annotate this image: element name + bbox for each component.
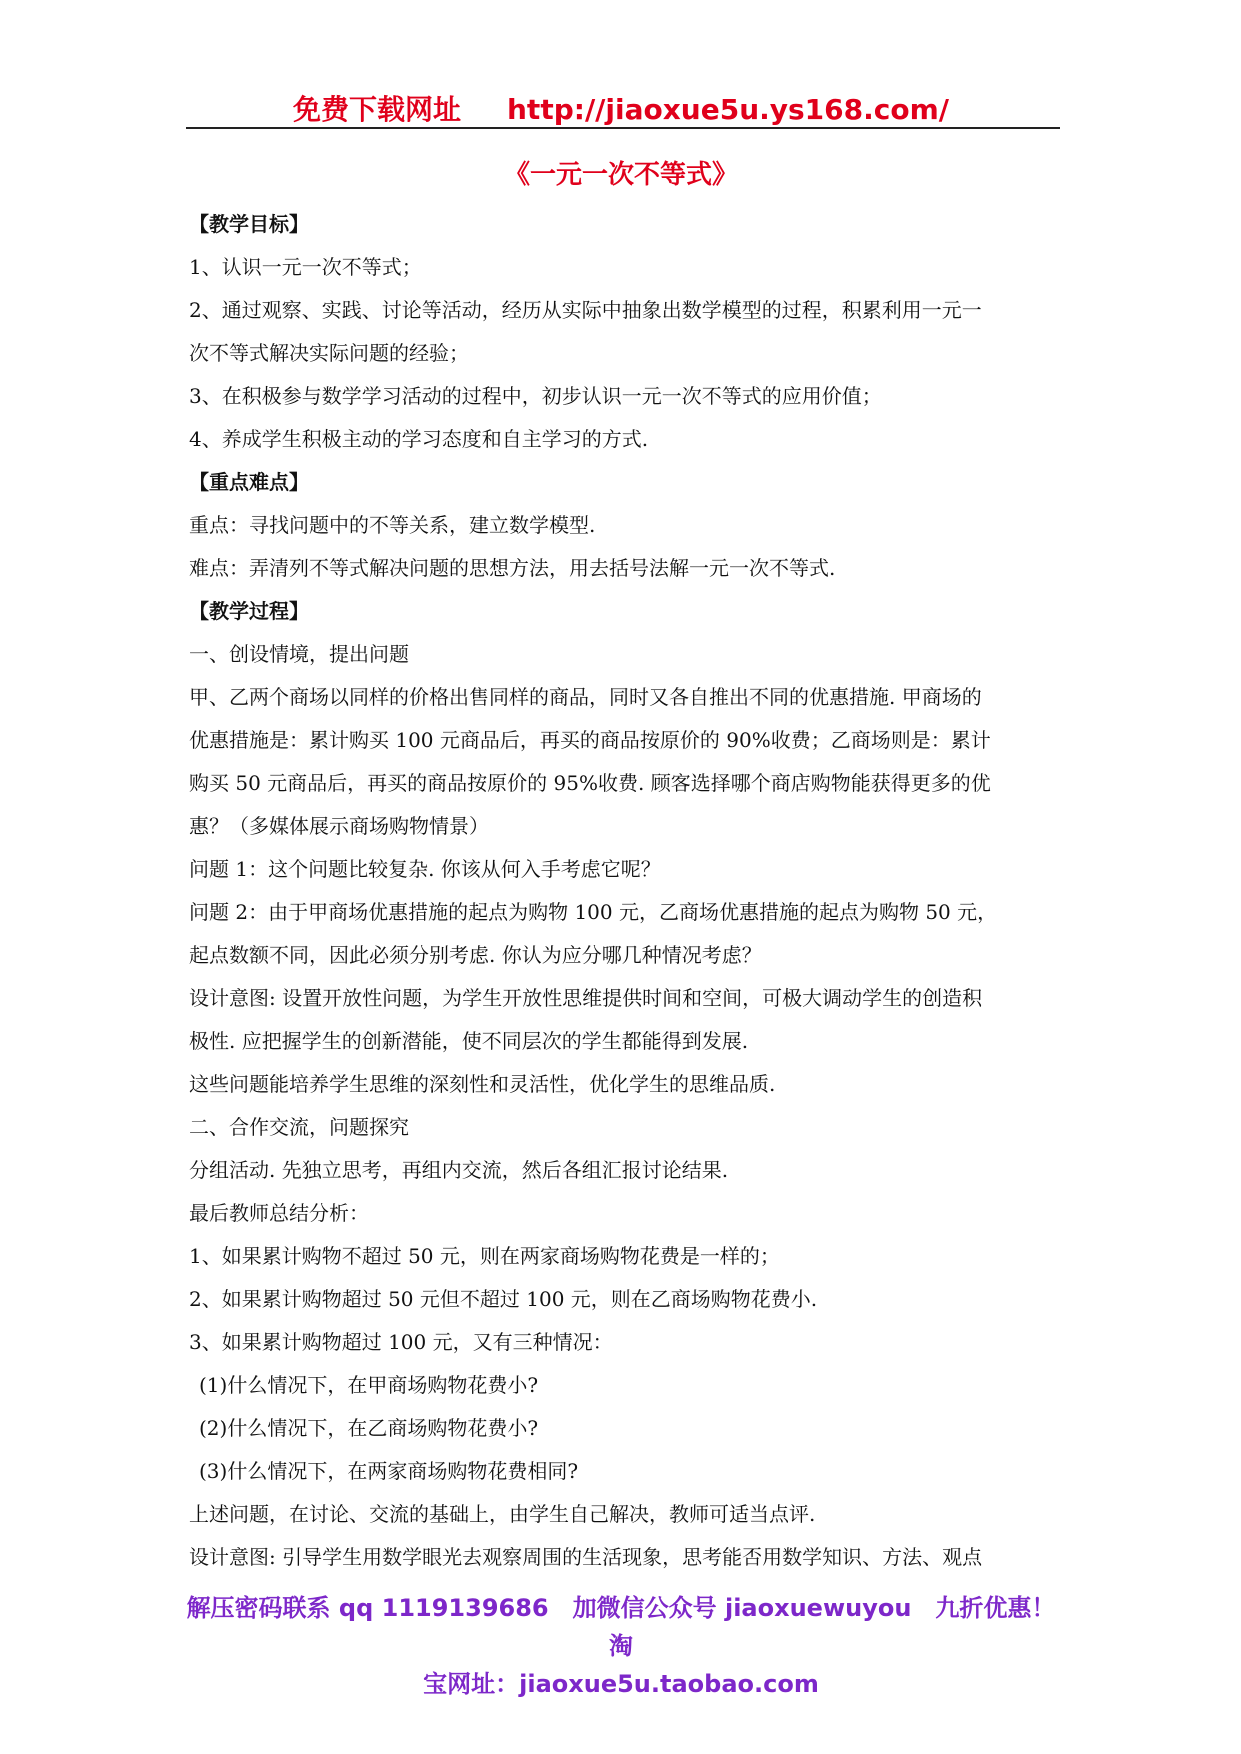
body-line: 上述问题，在讨论、交流的基础上，由学生自己解决，教师可适当点评. <box>189 1502 816 1526</box>
body-line: 次不等式解决实际问题的经验； <box>189 341 469 365</box>
body-line: 二、合作交流，问题探究 <box>189 1115 409 1139</box>
footer-line-2: 宝网址：jiaoxue5u.taobao.com <box>423 1670 819 1698</box>
body-line: (2)什么情况下，在乙商场购物花费小? <box>199 1416 539 1440</box>
body-line: 一、创设情境，提出问题 <box>189 642 409 666</box>
download-header <box>186 88 1056 128</box>
section-heading: 【教学过程】 <box>189 599 309 623</box>
section-heading: 【重点难点】 <box>189 470 309 494</box>
body-line: 设计意图: 引导学生用数学眼光去观察周围的生活现象，思考能否用数学知识、方法、观点 <box>189 1545 983 1569</box>
body-line: 4、养成学生积极主动的学习态度和自主学习的方式. <box>189 427 649 451</box>
body-line: 1、如果累计购物不超过 50 元，则在两家商场购物花费是一样的； <box>189 1244 780 1268</box>
body-line: 甲、乙两个商场以同样的价格出售同样的商品，同时又各自推出不同的优惠措施. 甲商场的 <box>189 685 982 709</box>
body-line: 这些问题能培养学生思维的深刻性和灵活性，优化学生的思维品质. <box>189 1072 776 1096</box>
footer-line-1: 解压密码联系 qq 1119139686 加微信公众号 jiaoxuewuyou 九折优惠！淘 <box>186 1594 1056 1660</box>
body-line: 起点数额不同，因此必须分别考虑. 你认为应分哪几种情况考虑？ <box>189 943 762 967</box>
body-line: (1)什么情况下，在甲商场购物花费小? <box>199 1373 539 1397</box>
body-line: 重点：寻找问题中的不等关系，建立数学模型. <box>189 513 596 537</box>
body-line: 问题 1：这个问题比较复杂. 你该从何入手考虑它呢？ <box>189 857 661 881</box>
body-line: 3、如果累计购物超过 100 元，又有三种情况： <box>189 1330 613 1354</box>
section-heading: 【教学目标】 <box>189 212 309 236</box>
body-line: 极性. 应把握学生的创新潜能，使不同层次的学生都能得到发展. <box>189 1029 749 1053</box>
body-line: 难点：弄清列不等式解决问题的思想方法，用去括号法解一元一次不等式. <box>189 556 836 580</box>
header-divider <box>186 127 1060 129</box>
body-line: 设计意图: 设置开放性问题，为学生开放性思维提供时间和空间，可极大调动学生的创造积 <box>189 986 983 1010</box>
body-line: 3、在积极参与数学学习活动的过程中，初步认识一元一次不等式的应用价值； <box>189 384 882 408</box>
body-line: 分组活动. 先独立思考，再组内交流，然后各组汇报讨论结果. <box>189 1158 729 1182</box>
body-line: (3)什么情况下，在两家商场购物花费相同? <box>199 1459 579 1483</box>
body-line: 问题 2：由于甲商场优惠措施的起点为购物 100 元，乙商场优惠措施的起点为购物 50 元， <box>189 900 998 924</box>
body-line: 优惠措施是：累计购买 100 元商品后，再买的商品按原价的 90%收费；乙商场则是：累计 <box>189 728 991 752</box>
body-line: 2、如果累计购物超过 50 元但不超过 100 元，则在乙商场购物花费小. <box>189 1287 818 1311</box>
body-line: 惠？（多媒体展示商场购物情景） <box>189 814 489 838</box>
body-line: 2、通过观察、实践、讨论等活动，经历从实际中抽象出数学模型的过程，积累利用一元一 <box>189 298 982 322</box>
header-url[interactable]: http://jiaoxue5u.ys168.com/ <box>507 93 949 126</box>
body-line: 最后教师总结分析： <box>189 1201 369 1225</box>
footer-notice <box>186 1589 1056 1703</box>
document-body <box>189 203 1059 1579</box>
body-line: 购买 50 元商品后，再买的商品按原价的 95%收费. 顾客选择哪个商店购物能获得更多的优 <box>189 771 991 795</box>
header-label: 免费下载网址 <box>292 93 461 126</box>
document-title: 《一元一次不等式》 <box>503 160 738 190</box>
body-line: 1、认识一元一次不等式； <box>189 255 422 279</box>
